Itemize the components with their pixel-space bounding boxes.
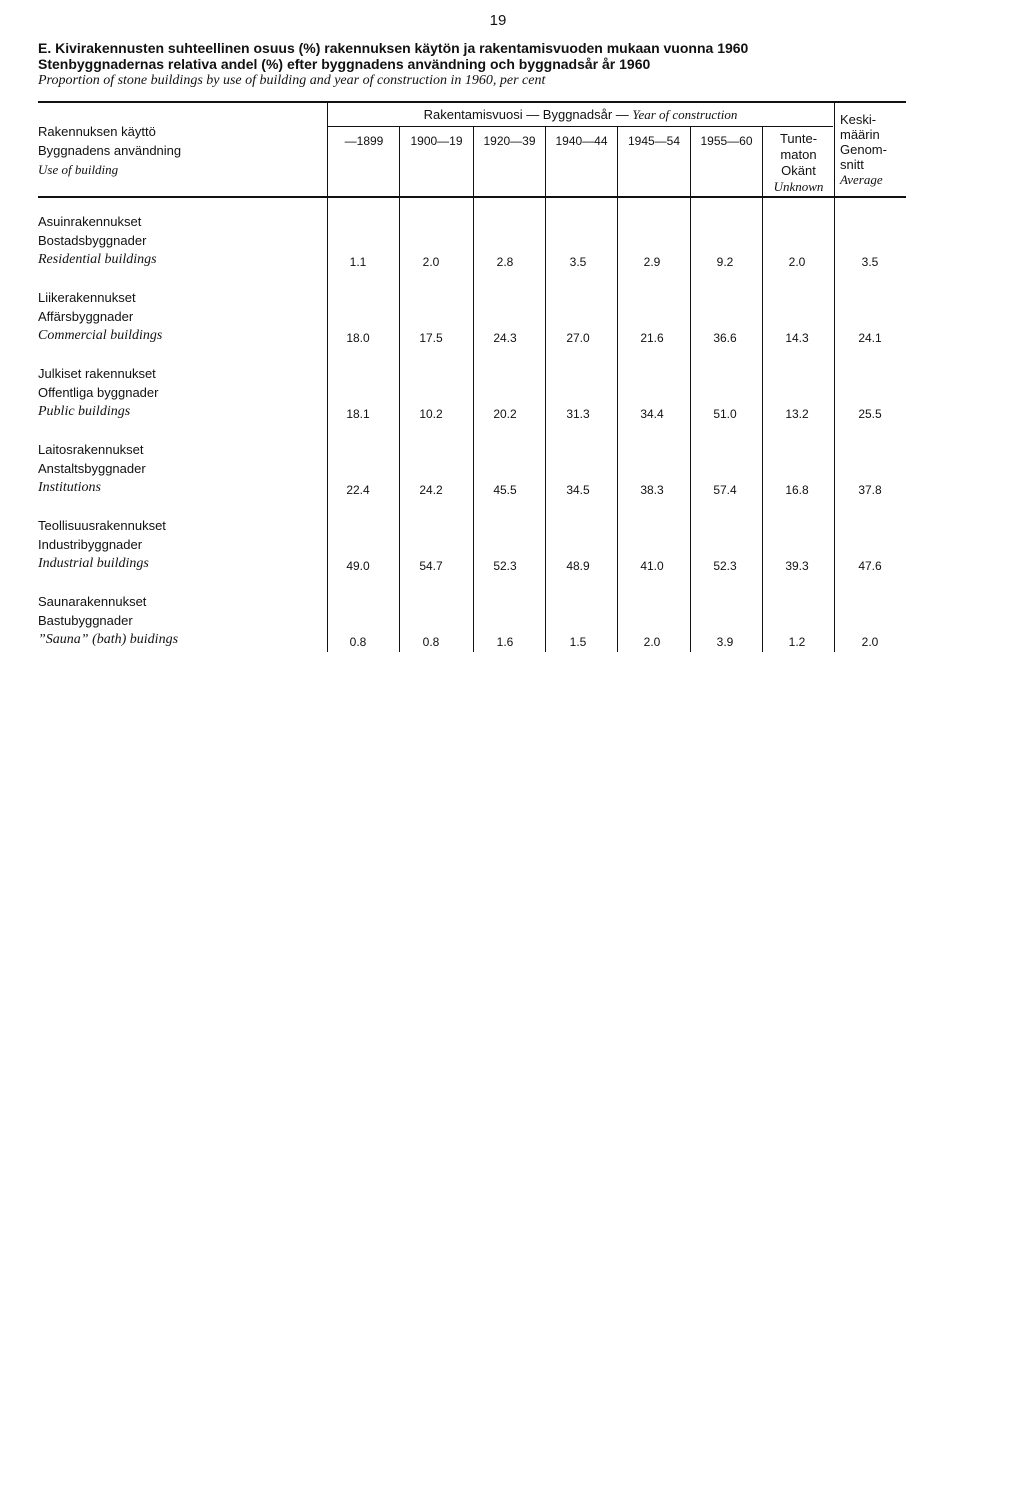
unknown-header-line: Tunte-: [779, 131, 818, 146]
table-cell: 52.3: [493, 559, 517, 573]
table-cell: 24.2: [419, 483, 443, 497]
table-cell: 25.5: [858, 407, 882, 421]
unknown-header-line: maton: [780, 147, 817, 162]
table-cell: 10.2: [419, 407, 443, 421]
row-label-swedish: Industribyggnader: [38, 537, 143, 552]
row-label-english: Institutions: [38, 480, 102, 495]
row-label-english: Industrial buildings: [38, 556, 149, 571]
row-label-finnish: Liikerakennukset: [38, 290, 136, 305]
column-divider: [545, 127, 546, 652]
header-bottom-rule: [38, 196, 906, 198]
table-cell: 48.9: [566, 559, 590, 573]
average-header-english: Average: [840, 172, 883, 187]
table-cell: 18.1: [346, 407, 370, 421]
column-divider: [617, 127, 618, 652]
table-cell: 18.0: [346, 331, 370, 345]
row-label-finnish: Asuinrakennukset: [38, 214, 142, 229]
average-divider: [834, 103, 835, 652]
table-cell: 2.0: [788, 255, 806, 269]
row-label-commercial: [38, 288, 162, 345]
table-cell: 1.1: [349, 255, 367, 269]
table-cell: 17.5: [419, 331, 443, 345]
table-cell: 34.4: [640, 407, 664, 421]
row-label-english: Residential buildings: [38, 252, 157, 267]
average-header-line: Keski-: [840, 112, 877, 127]
table-cell: 24.1: [858, 331, 882, 345]
average-header-line: Genom-: [840, 142, 887, 157]
table-title: [38, 40, 998, 89]
table-cell: 3.5: [569, 255, 587, 269]
table-cell: 54.7: [419, 559, 443, 573]
average-column-header: [840, 112, 906, 187]
column-header: 1945—54: [627, 134, 681, 148]
table-cell: 49.0: [346, 559, 370, 573]
average-header-line: määrin: [840, 127, 880, 142]
table-top-rule: [38, 101, 906, 103]
table-cell: 24.3: [493, 331, 517, 345]
table-cell: 31.3: [566, 407, 590, 421]
table-cell: 21.6: [640, 331, 664, 345]
column-divider: [690, 127, 691, 652]
table-cell: 2.0: [861, 635, 879, 649]
table-cell: 0.8: [422, 635, 440, 649]
column-header: 1900—19: [410, 134, 463, 148]
table-cell: 1.2: [788, 635, 806, 649]
table-cell: 45.5: [493, 483, 517, 497]
table-cell: 2.9: [643, 255, 661, 269]
table-cell: 3.5: [861, 255, 879, 269]
column-divider: [473, 127, 474, 652]
row-label-swedish: Anstaltsbyggnader: [38, 461, 146, 476]
stub-header-english: Use of building: [38, 162, 119, 177]
page-number: 19: [489, 12, 507, 29]
table-cell: 37.8: [858, 483, 882, 497]
table-cell: 51.0: [713, 407, 737, 421]
table-cell: 34.5: [566, 483, 590, 497]
stub-header-finnish: Rakennuksen käyttö: [38, 124, 156, 139]
table-cell: 41.0: [640, 559, 664, 573]
row-label-swedish: Bastubyggnader: [38, 613, 133, 628]
unknown-header-line: Okänt: [781, 163, 816, 178]
table-cell: 2.0: [643, 635, 661, 649]
span-header-rule: [328, 126, 833, 127]
column-header: 1940—44: [555, 134, 608, 148]
table-cell: 47.6: [858, 559, 882, 573]
table-cell: 14.3: [785, 331, 809, 345]
table-cell: 52.3: [713, 559, 737, 573]
row-label-finnish: Saunarakennukset: [38, 594, 147, 609]
table-cell: 2.0: [422, 255, 440, 269]
table-cell: 36.6: [713, 331, 737, 345]
row-label-finnish: Laitosrakennukset: [38, 442, 144, 457]
table-cell: 57.4: [713, 483, 737, 497]
row-label-swedish: Bostadsbyggnader: [38, 233, 147, 248]
column-header: 1920—39: [483, 134, 536, 148]
table-cell: 3.9: [716, 635, 734, 649]
table-cell: 1.6: [496, 635, 514, 649]
row-label-institutions: [38, 440, 146, 497]
column-header: —1899: [344, 134, 384, 148]
table-cell: 16.8: [785, 483, 809, 497]
row-label-english: ”Sauna” (bath) buidings: [38, 632, 179, 647]
table-cell: 27.0: [566, 331, 590, 345]
unknown-header-english: Unknown: [773, 179, 824, 194]
table-cell: 2.8: [496, 255, 514, 269]
row-label-sauna: [38, 592, 178, 649]
table-cell: 0.8: [349, 635, 367, 649]
table-cell: 1.5: [569, 635, 587, 649]
row-label-swedish: Offentliga byggnader: [38, 385, 159, 400]
row-label-swedish: Affärsbyggnader: [38, 309, 134, 324]
title-finnish: E. Kivirakennusten suhteellinen osuus (%) rakennuksen käytön ja rakentamisvuoden mukaan vuonna 1960: [38, 40, 749, 56]
table-cell: 9.2: [716, 255, 734, 269]
table-cell: 22.4: [346, 483, 370, 497]
span-header-fi-sv: Rakentamisvuosi — Byggnadsår —: [423, 107, 633, 122]
unknown-column-header: [763, 131, 834, 195]
title-english: Proportion of stone buildings by use of building and year of construction in 1960, per cent: [38, 73, 546, 88]
stub-header: [38, 122, 181, 179]
column-divider: [762, 127, 763, 652]
table-cell: 13.2: [785, 407, 809, 421]
column-divider: [399, 127, 400, 652]
stub-header-swedish: Byggnadens användning: [38, 143, 182, 158]
row-label-residential: [38, 212, 157, 269]
row-label-finnish: Teollisuusrakennukset: [38, 518, 166, 533]
span-header-english: Year of construction: [632, 107, 738, 122]
title-swedish: Stenbyggnadernas relativa andel (%) efter byggnadens användning och byggnadsår år 1960: [38, 56, 651, 72]
table-cell: 20.2: [493, 407, 517, 421]
column-header: 1955—60: [700, 134, 753, 148]
row-label-public: [38, 364, 158, 421]
row-label-english: Public buildings: [38, 404, 131, 419]
row-label-finnish: Julkiset rakennukset: [38, 366, 156, 381]
table-cell: 38.3: [640, 483, 664, 497]
row-label-industrial: [38, 516, 166, 573]
span-header: [328, 107, 833, 123]
average-header-line: snitt: [840, 157, 864, 172]
table-cell: 39.3: [785, 559, 809, 573]
row-label-english: Commercial buildings: [38, 328, 163, 343]
